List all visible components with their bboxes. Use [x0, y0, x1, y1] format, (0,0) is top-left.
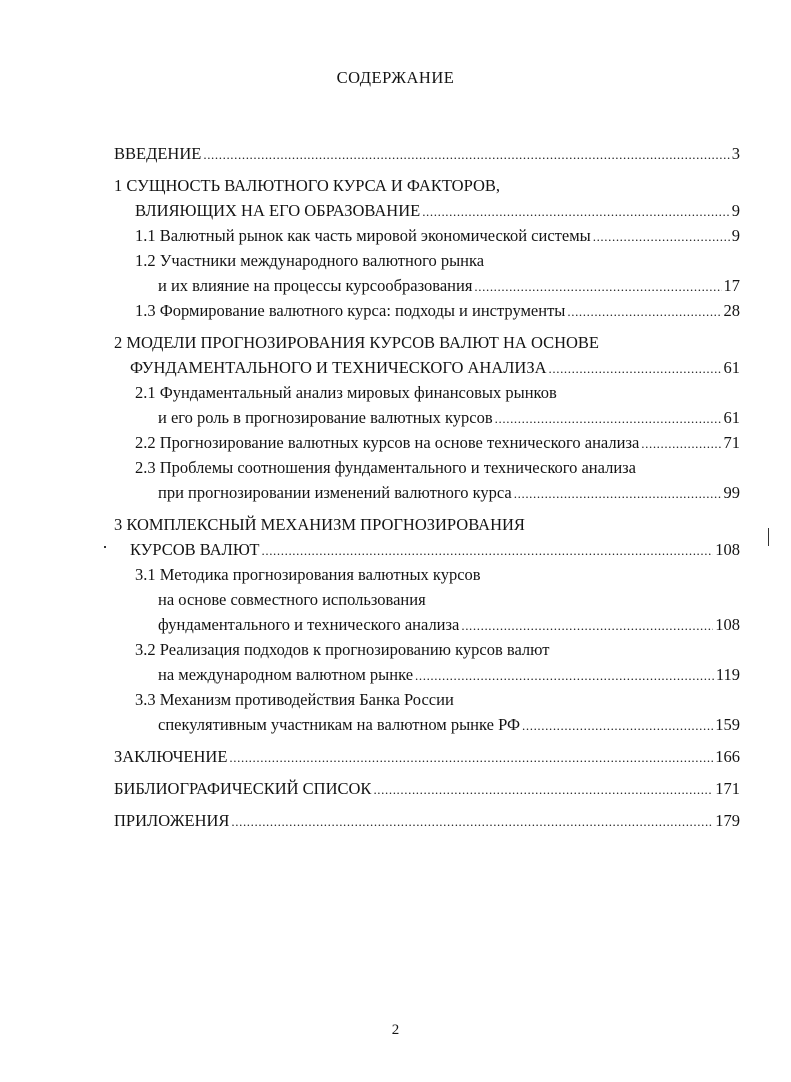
dot-leader: [522, 713, 713, 738]
toc-entry-text: КУРСОВ ВАЛЮТ: [130, 540, 260, 559]
toc-entry-text: 1.3 Формирование валютного курса: подходы и инструменты: [135, 301, 566, 320]
toc-line: [114, 480, 740, 505]
dot-leader: [262, 538, 714, 563]
toc-page-number: 179: [715, 811, 740, 830]
toc-line: [114, 141, 740, 166]
toc-page-number: 119: [715, 665, 740, 684]
toc-line: [114, 808, 740, 833]
toc-entry-text: 3 КОМПЛЕКСНЫЙ МЕХАНИЗМ ПРОГНОЗИРОВАНИЯ: [114, 515, 525, 534]
toc-entry-text: ВЛИЯЮЩИХ НА ЕГО ОБРАЗОВАНИЕ: [135, 201, 421, 220]
toc-page-number: 108: [715, 540, 740, 559]
toc-line: [114, 298, 740, 323]
toc-page-number: 28: [723, 301, 740, 320]
dot-leader: [593, 224, 730, 249]
toc-line: [114, 355, 740, 380]
toc-line: [114, 430, 740, 455]
toc-page-number: 9: [731, 201, 740, 220]
toc-entry-chapter-3[interactable]: [114, 512, 740, 562]
toc-page-number: 61: [723, 408, 740, 427]
dot-leader: [549, 356, 722, 381]
toc-line: [114, 712, 740, 737]
toc-line: [114, 198, 740, 223]
toc-line: [114, 248, 740, 273]
page-title: СОДЕРЖАНИЕ: [336, 68, 455, 87]
toc-entry-text: на основе совместного использования: [158, 590, 426, 609]
toc-line: [114, 537, 740, 562]
toc-entry-bibliography[interactable]: [114, 776, 740, 801]
toc-line: [114, 223, 740, 248]
toc-line: [114, 587, 740, 612]
toc-entry-introduction[interactable]: [114, 141, 740, 166]
toc-entry-text: при прогнозировании изменений валютного курса: [158, 483, 512, 502]
dot-leader: [461, 613, 713, 638]
scan-speck: [768, 528, 769, 546]
toc-page-number: 99: [723, 483, 740, 502]
toc-page-number: 159: [715, 715, 740, 734]
toc-entry-text: 3.2 Реализация подходов к прогнозированию курсов валют: [135, 640, 550, 659]
toc-page-number: 108: [715, 615, 740, 634]
toc-entry-text: ЗАКЛЮЧЕНИЕ: [114, 747, 228, 766]
dot-leader: [514, 481, 722, 506]
toc-page-number: 61: [723, 358, 740, 377]
toc-page-number: 71: [723, 433, 740, 452]
toc-entry-3-3[interactable]: [114, 687, 740, 737]
dot-leader: [203, 142, 729, 167]
toc-entry-appendices[interactable]: [114, 808, 740, 833]
toc-entry-text: спекулятивным участникам на валютном рынке РФ: [158, 715, 521, 734]
dot-leader: [229, 745, 713, 770]
toc-entry-text: на международном валютном рынке: [158, 665, 414, 684]
dot-leader: [373, 777, 713, 802]
toc-line: [114, 330, 740, 355]
toc-entry-text: ПРИЛОЖЕНИЯ: [114, 811, 230, 830]
scan-speck: [104, 546, 106, 548]
toc-entry-chapter-2[interactable]: [114, 330, 740, 380]
toc-entry-text: 2.3 Проблемы соотношения фундаментального и технического анализа: [135, 458, 637, 477]
toc-entry-conclusion[interactable]: [114, 744, 740, 769]
toc-page-number: 9: [731, 226, 740, 245]
toc-entry-text: и их влияние на процессы курсообразования: [158, 276, 473, 295]
toc-line: [114, 455, 740, 480]
dot-leader: [422, 199, 730, 224]
toc-entry-1-3[interactable]: [114, 298, 740, 323]
toc-entry-text: ФУНДАМЕНТАЛЬНОГО И ТЕХНИЧЕСКОГО АНАЛИЗА: [130, 358, 547, 377]
toc-line: [114, 173, 740, 198]
dot-leader: [567, 299, 721, 324]
toc-entry-2-2[interactable]: [114, 430, 740, 455]
toc-entry-1-2[interactable]: [114, 248, 740, 298]
toc-entry-text: 2.2 Прогнозирование валютных курсов на основе технического анализа: [135, 433, 640, 452]
dot-leader: [474, 274, 721, 299]
dot-leader: [231, 809, 713, 834]
toc-entry-3-2[interactable]: [114, 637, 740, 687]
toc-entry-2-3[interactable]: [114, 455, 740, 505]
toc-line: [114, 273, 740, 298]
toc-page-number: 171: [715, 779, 740, 798]
toc-entry-text: 1.2 Участники международного валютного рынка: [135, 251, 485, 270]
toc-page-number: 166: [715, 747, 740, 766]
toc-entry-text: 3.3 Механизм противодействия Банка России: [135, 690, 454, 709]
toc-line: [114, 744, 740, 769]
toc-entry-text: 3.1 Методика прогнозирования валютных курсов: [135, 565, 481, 584]
dot-leader: [415, 663, 714, 688]
toc-entry-text: 2.1 Фундаментальный анализ мировых финансовых рынков: [135, 383, 557, 402]
dot-leader: [495, 406, 722, 431]
toc-entry-1-1[interactable]: [114, 223, 740, 248]
toc-entry-text: и его роль в прогнозирование валютных курсов: [158, 408, 493, 427]
toc-line: [114, 405, 740, 430]
toc-line: [114, 380, 740, 405]
toc-entry-text: ВВЕДЕНИЕ: [114, 144, 202, 163]
toc-line: [114, 687, 740, 712]
toc-page-number: 17: [723, 276, 740, 295]
toc-entry-text: 1 СУЩНОСТЬ ВАЛЮТНОГО КУРСА И ФАКТОРОВ,: [114, 176, 501, 195]
toc-entry-chapter-1[interactable]: [114, 173, 740, 223]
toc-entry-text: 1.1 Валютный рынок как часть мировой экономической системы: [135, 226, 591, 245]
toc-line: [114, 562, 740, 587]
toc-line: [114, 512, 740, 537]
page-number: 2: [391, 1022, 400, 1038]
toc-entry-3-1[interactable]: [114, 562, 740, 637]
dot-leader: [641, 431, 721, 456]
toc-page-number: 3: [731, 144, 740, 163]
toc-line: [114, 612, 740, 637]
toc-line: [114, 776, 740, 801]
toc-entry-text: БИБЛИОГРАФИЧЕСКИЙ СПИСОК: [114, 779, 372, 798]
toc-entry-text: 2 МОДЕЛИ ПРОГНОЗИРОВАНИЯ КУРСОВ ВАЛЮТ НА ОСНОВЕ: [114, 333, 599, 352]
toc-entry-text: фундаментального и технического анализа: [158, 615, 460, 634]
toc-entry-2-1[interactable]: [114, 380, 740, 430]
toc-line: [114, 637, 740, 662]
toc-line: [114, 662, 740, 687]
table-of-contents: [114, 141, 740, 833]
